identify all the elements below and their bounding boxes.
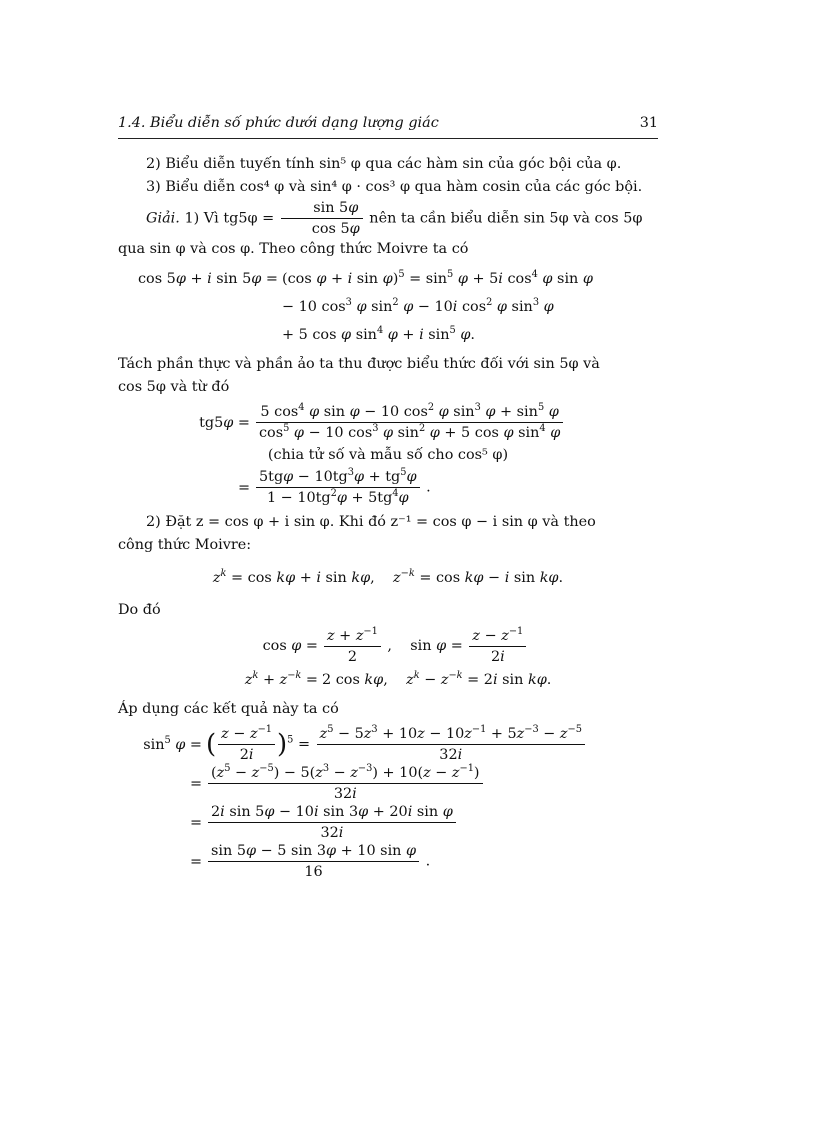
zk-equation: $z^k = \cos k\varphi + i$ sin kφ, $z^{-k} = \cos k\varphi - i$ sin kφ.: [212, 568, 564, 586]
paragraph-tach-cont: cos 5φ và từ đó: [118, 379, 230, 395]
note: (chia tử số và mẫu số cho cos⁵ φ): [267, 447, 509, 463]
running-header: [118, 112, 658, 139]
fraction: $\frac{\sin 5\varphi}{\cos 5\varphi}$: [281, 199, 363, 238]
page-body: [118, 139, 658, 881]
solution-label: Giải.: [146, 210, 180, 227]
paragraph-ap-dung: Áp dụng các kết quả này ta có: [118, 701, 339, 717]
moivre-expansion: cos 5φ + i sin 5φ = (cos φ + i $\sin \varphi)^5 = \sin^5 \varphi + 5i$ $\cos^4 \varphi$ sin φ − 10 $\cos^3 \varphi$ $\sin^2 \varphi - 10i$ $\cos^2 \varphi$ $\sin^3 \varphi$ + 5 cos φ $\sin^4 \varphi + i$ $\sin^5 \varphi$.: [137, 269, 593, 343]
cos-sin-equations: cos φ = $\frac{z + z^{-1}}{2}$ , sin φ = $\frac{z - z^{-1}}{2i}$ $z^k + z^{-k}$ = 2 cos kφ, $z^k - z^{-k} = 2i$ sin kφ.: [244, 625, 552, 688]
paragraph-do-do: Do đó: [118, 602, 161, 618]
page: [118, 112, 658, 885]
paragraph-tach: Tách phần thực và phần ảo ta thu được biểu thức đối với sin 5φ và: [118, 356, 600, 372]
problem-3: 3) Biểu diễn cos⁴ φ và sin⁴ φ · cos³ φ qua hàm cosin của các góc bội.: [146, 179, 643, 195]
paragraph-dat: 2) Đặt z = cos φ + i sin φ. Khi đó z⁻¹ = cos φ − i sin φ và theo: [146, 514, 596, 530]
problem-2: 2) Biểu diễn tuyến tính sin⁵ φ qua các hàm sin của góc bội của φ.: [146, 156, 622, 172]
paragraph-dat-cont: công thức Moivre:: [118, 537, 252, 553]
solution-intro-cont: qua sin φ và cos φ. Theo công thức Moivre ta có: [118, 241, 469, 257]
section-title: 1.4. Biểu diễn số phức dưới dạng lượng giác: [118, 115, 439, 131]
solution-intro: Giải. 1) Vì tg5φ = $\frac{\sin 5\varphi}{\cos 5\varphi}$ nên ta cần biểu diễn sin 5φ và cos 5φ: [146, 200, 643, 237]
page-number: 31: [639, 115, 658, 131]
tg5-equation: tg5φ = $\frac{5 \cos^4 \varphi \sin \varphi - 10 \cos^2 \varphi \sin^3 \varphi + \sin^5 \varphi}{\cos^5 \varphi - 10 \cos^3 \varphi \sin^2 \varphi + 5 \cos \varphi \sin^4 \varphi}$ (chia tử số và mẫu số cho cos⁵ φ) = $\frac{5tg\varphi - 10tg^3\varphi + tg^5\varphi}{1 - 10tg^2\varphi + 5tg^4\varphi}$ .: [118, 403, 658, 507]
sin5-expansion: $\sin^5 \varphi$ = ( $\frac{z - z^{-1}}{2i}$ )$^5$ = $\frac{z^5 - 5z^3 + 10z - 10z^{-1} + 5z^{-3} - z^{-5}}{32i}$ = $\frac{(z^5 - z^{-5}) - 5(z^3 - z^{-3}) + 10(z - z^{-1})}{32i}$ = $\frac{\text{2i sin 5φ − 10i sin 3φ + 20i sin φ}}{32i}$ = $\frac{\text{sin 5φ − 5 sin 3φ + 10 sin φ}}{16}$ .: [118, 725, 658, 881]
